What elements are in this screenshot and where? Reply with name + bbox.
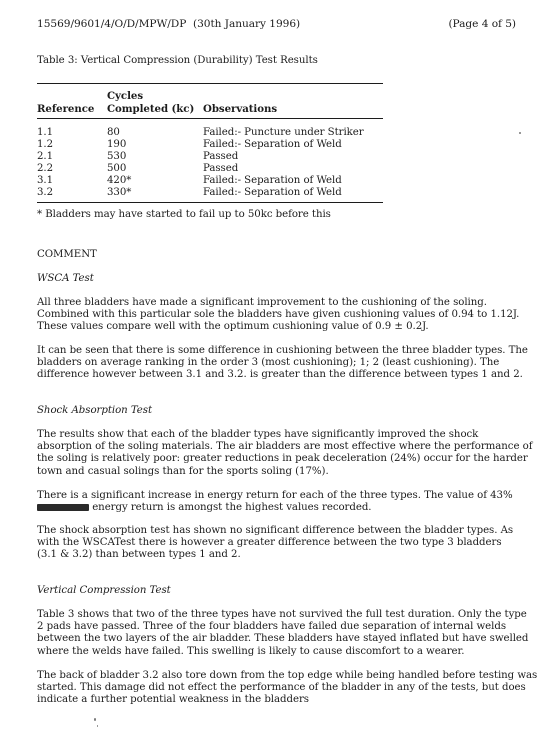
row-observation: Failed:- Puncture under Striker <box>203 127 364 138</box>
wsca-paragraph-2 <box>37 345 528 382</box>
page-number: (Page 4 of 5) <box>448 18 516 30</box>
text-line: The shock absorption test has shown no significant difference between the bladder types. As <box>37 525 514 536</box>
row-cycles: 330* <box>107 187 132 198</box>
text-line: The back of bladder 3.2 also tore down from the top edge while being handled before testing was <box>37 670 538 681</box>
text-line-continued: energy return is amongst the highest values recorded. <box>92 502 372 514</box>
column-header-observations: Observations <box>203 103 278 115</box>
text-line: bladders on average ranking in the order 3 (most cushioning); 1; 2 (least cushioning). The <box>37 357 500 369</box>
document-reference <box>37 18 300 30</box>
doc-ref: 15569/9601/4/O/D/MPW/DP <box>37 18 187 30</box>
shock-heading: Shock Absorption Test <box>37 405 153 416</box>
row-reference: 2.2 <box>37 163 54 174</box>
column-header-reference: Reference <box>37 103 95 115</box>
row-cycles: 500 <box>107 163 127 174</box>
text-line <box>37 502 513 514</box>
text-line: These values compare well with the optimum cushioning value of 0.9 ± 0.2J. <box>37 321 429 333</box>
text-line: with the WSCATest there is however a greater difference between the two type 3 bladders <box>37 537 502 549</box>
row-observation: Passed <box>203 151 239 162</box>
row-observation: Failed:- Separation of Weld <box>203 187 342 198</box>
table-footnote: * Bladders may have started to fail up to 50kc before this <box>37 209 331 220</box>
vertical-paragraph-2 <box>37 670 537 707</box>
row-cycles: 190 <box>107 139 127 150</box>
text-line: Combined with this particular sole the bladders have given cushioning values of 0.94 to 1.12J. <box>37 309 520 321</box>
text-line: the soling is relatively poor: greater reductions in peak deceleration (24%) occur for the harder <box>37 453 528 465</box>
scan-speck <box>519 132 521 134</box>
text-line: indicate a further potential weakness in the bladders <box>37 694 309 706</box>
column-header-cycles-completed: Completed (kc) <box>107 103 195 115</box>
comment-heading: COMMENT <box>37 249 97 260</box>
row-reference: 1.1 <box>37 127 54 138</box>
doc-date: (30th January 1996) <box>192 18 301 30</box>
scan-speck <box>97 725 98 727</box>
text-line: It can be seen that there is some difference in cushioning between the three bladder types. The <box>37 345 528 356</box>
row-reference: 1.2 <box>37 139 54 150</box>
row-reference: 2.1 <box>37 151 54 162</box>
table-caption: Table 3: Vertical Compression (Durability) Test Results <box>37 55 318 66</box>
text-line: Table 3 shows that two of the three types have not survived the full test duration. Only the type <box>37 609 527 620</box>
row-reference: 3.1 <box>37 175 54 186</box>
text-line: (3.1 & 3.2) than between types 1 and 2. <box>37 549 241 561</box>
shock-paragraph-1 <box>37 429 532 478</box>
text-line: There is a significant increase in energy return for each of the three types. The value of 43% <box>37 490 513 501</box>
row-reference: 3.2 <box>37 187 54 198</box>
table-top-rule <box>37 83 383 84</box>
text-line: absorption of the soling materials. The air bladders are most effective where the performance of <box>37 441 533 453</box>
vertical-paragraph-1 <box>37 609 528 658</box>
text-line: town and casual solings than for the sports soling (17%). <box>37 465 329 477</box>
table-bottom-rule <box>37 202 383 203</box>
row-observation: Failed:- Separation of Weld <box>203 139 342 150</box>
row-cycles: 530 <box>107 151 127 162</box>
text-line: where the welds have failed. This swelling is likely to cause discomfort to a wearer. <box>37 645 465 657</box>
shock-paragraph-2 <box>37 490 513 514</box>
wsca-paragraph-1 <box>37 297 519 334</box>
column-header-cycles: Cycles <box>107 90 144 102</box>
shock-paragraph-3 <box>37 525 513 562</box>
text-line: between the two layers of the air bladder. These bladders have stayed inflated but have swelled <box>37 633 529 645</box>
scan-speck <box>94 718 96 721</box>
wsca-heading: WSCA Test <box>37 273 94 284</box>
text-line: difference however between 3.1 and 3.2. is greater than the difference between types 1 and 2. <box>37 369 523 381</box>
row-cycles: 80 <box>107 127 120 138</box>
row-observation: Failed:- Separation of Weld <box>203 175 342 186</box>
table-header-rule <box>37 118 383 119</box>
text-line: 2 pads have passed. Three of the four bladders have failed due separation of internal welds <box>37 621 506 633</box>
struck-out-word <box>37 504 89 511</box>
row-observation: Passed <box>203 163 239 174</box>
text-line: started. This damage did not effect the performance of the bladder in any of the tests, but does <box>37 682 526 694</box>
vertical-heading: Vertical Compression Test <box>37 585 171 596</box>
text-line: All three bladders have made a significant improvement to the cushioning of the soling. <box>37 297 487 308</box>
text-line: The results show that each of the bladder types have significantly improved the shock <box>37 429 479 440</box>
row-cycles: 420* <box>107 175 132 186</box>
